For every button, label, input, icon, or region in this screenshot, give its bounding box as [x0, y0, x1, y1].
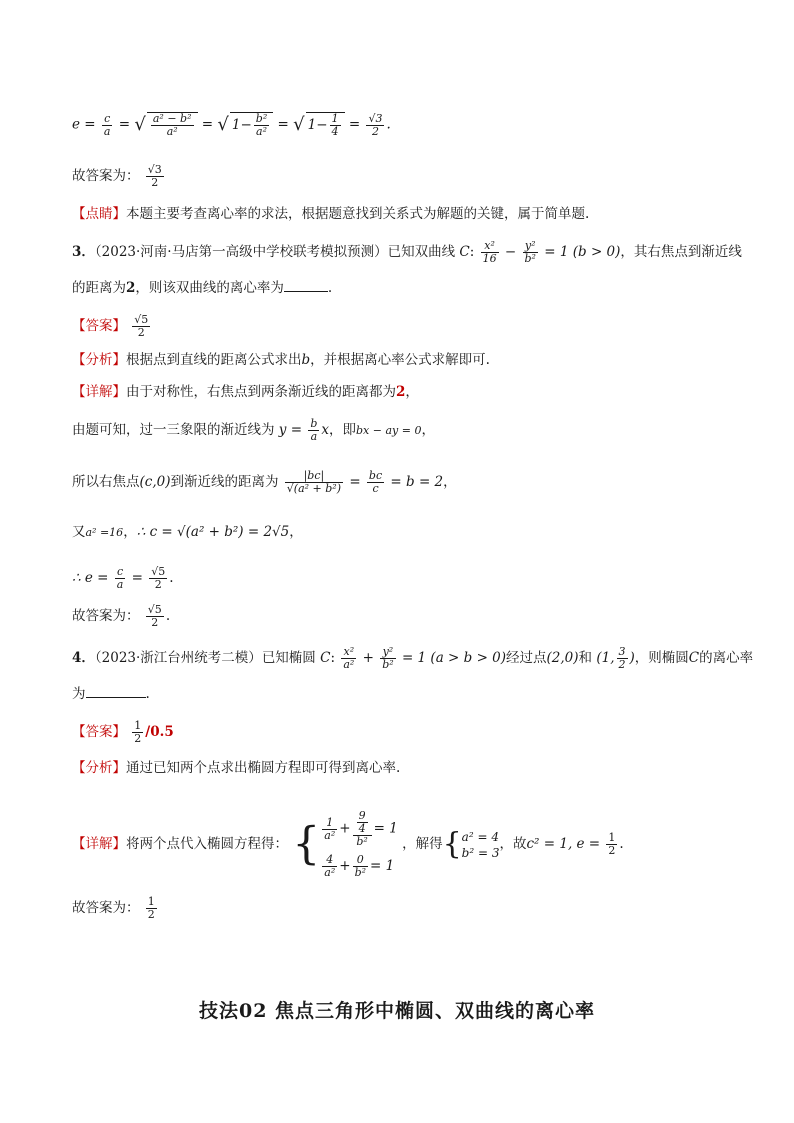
- stem-text: 已知双曲线: [387, 244, 456, 260]
- sqrt-body: [230, 112, 273, 138]
- question-source: （2023·浙江台州统考二模）: [94, 650, 262, 666]
- numerator: x²: [341, 646, 356, 659]
- analysis-text: 通过已知两个点求出椭圆方程即可得到离心率.: [126, 760, 401, 776]
- denominator: a: [310, 430, 318, 443]
- answer-tag: 【答案】: [72, 318, 126, 334]
- sqrt-body: [306, 112, 345, 138]
- var-e: e: [72, 116, 80, 133]
- numerator: b²: [255, 112, 268, 125]
- distance-result: = b = 2: [390, 474, 444, 490]
- point-note: [72, 204, 589, 224]
- numerator: x²: [481, 240, 499, 253]
- detail-text: 所以右焦点: [72, 474, 140, 490]
- equals: =: [118, 116, 131, 133]
- q3-analysis: [72, 350, 490, 370]
- var-C: C: [459, 244, 470, 260]
- denominator: a²: [256, 125, 267, 138]
- stem-text: ，则椭圆: [634, 650, 689, 666]
- denominator: 2: [147, 908, 155, 921]
- point-2-x: 1,: [601, 650, 615, 666]
- equals-one: = 1: [373, 820, 398, 837]
- solution-a2: a² = 4: [461, 829, 499, 844]
- detail-text: ，故: [499, 836, 527, 852]
- numerator: 1: [134, 719, 142, 732]
- denominator: a²: [324, 828, 336, 842]
- stem-text: 的离心率: [699, 650, 754, 666]
- solution-system: [462, 829, 500, 861]
- denominator: 2: [618, 658, 626, 671]
- denominator: 2: [371, 124, 379, 138]
- one-minus: 1−: [307, 117, 328, 133]
- frac-0-b2: [353, 854, 368, 879]
- asymptote-equation: bx − ay = 0: [356, 424, 422, 437]
- distance-value: 2: [396, 384, 406, 400]
- analysis-tag: 【分析】: [72, 760, 126, 776]
- therefore-e: ∴ e =: [72, 570, 109, 586]
- frac-sqrt5-2: [149, 566, 167, 591]
- q3-detail-1: [72, 382, 419, 402]
- frac-y2-b2: [380, 646, 395, 671]
- equals: =: [201, 116, 214, 133]
- frac-4-a2: [322, 854, 337, 879]
- denominator: 2: [154, 578, 162, 591]
- brace-icon: {: [442, 826, 462, 862]
- equation-rhs: = 1 (a > b > 0): [401, 650, 507, 666]
- system-row-1: [320, 810, 397, 848]
- frac-b-a: [308, 418, 319, 443]
- numerator: [353, 810, 372, 836]
- period: .: [169, 570, 174, 586]
- numerator: a² − b²: [152, 112, 192, 125]
- numerator: √5: [134, 313, 149, 326]
- q3-stem: 3．（2023·河南·马店第一高级中学校联考模拟预测）已知双曲线 C: $\frac{\text{x²}}{16}$ − $\frac{\text{y²}}{\text{b²}}$ = 1 (b > 0)，其右焦点到渐近线: [72, 239, 742, 265]
- numerator: √3: [368, 111, 383, 125]
- numerator: c: [115, 566, 126, 579]
- numerator: 3: [618, 645, 626, 658]
- q4-stem-line2: [72, 684, 150, 704]
- question-source: （2023·河南·马店第一高级中学校联考模拟预测）: [94, 244, 388, 260]
- radical-icon: √: [293, 114, 305, 135]
- denominator: b²: [356, 835, 368, 848]
- denominator: √(a² + b²): [286, 482, 342, 495]
- equals: =: [349, 474, 361, 490]
- stem-text: 的距离为: [72, 280, 126, 296]
- question-number: 4．: [72, 650, 95, 666]
- denominator: 2: [137, 326, 145, 339]
- answer-line: [72, 164, 166, 189]
- numerator: y²: [380, 646, 395, 659]
- equals-one: = 1: [370, 858, 395, 874]
- numerator: y²: [523, 240, 538, 253]
- detail-text: 到渐近线的距离为: [170, 474, 279, 490]
- equation-rhs: = 1 (b > 0): [544, 244, 621, 260]
- colon: :: [469, 244, 475, 260]
- denominator: b²: [354, 866, 367, 879]
- frac-1-a2: [322, 817, 337, 842]
- q4-analysis: [72, 758, 400, 778]
- period: .: [619, 836, 624, 852]
- detail-text: 由题可知，过一三象限的渐近线为: [72, 422, 275, 438]
- frac-1-4: [330, 113, 341, 138]
- frac-c-over-a: [102, 113, 113, 138]
- sqrt-body: [147, 112, 198, 138]
- q3-detail-5: [72, 566, 174, 591]
- var-x: x: [321, 422, 329, 438]
- plus: +: [339, 820, 351, 837]
- equals: =: [348, 116, 361, 133]
- analysis-text: ，并根据离心率公式求解即可.: [310, 352, 490, 368]
- answer-blank: [284, 279, 328, 292]
- detail-text: ，解得: [402, 836, 443, 852]
- denominator: b²: [524, 252, 536, 265]
- numerator: |bc|: [285, 470, 343, 483]
- numerator: 1: [147, 895, 155, 908]
- equals: =: [84, 116, 96, 133]
- q3-detail-6: [72, 604, 170, 629]
- denominator: 4: [358, 822, 366, 835]
- numerator: √3: [147, 163, 162, 176]
- answer-fraction: [132, 720, 143, 745]
- numerator: b: [310, 417, 318, 430]
- point-2: (1, $\frac{3}{2}$ ): [596, 645, 635, 671]
- numerator: bc: [368, 469, 383, 482]
- plus: +: [339, 858, 351, 874]
- detail-text: 由于对称性，右焦点到两条渐近线的距离都为: [126, 384, 396, 400]
- numerator: √5: [151, 565, 166, 578]
- q3-detail-3: [72, 470, 457, 495]
- frac-1-2: [606, 832, 617, 857]
- comma: ，: [289, 524, 303, 540]
- frac-sqrt3-2: [366, 113, 384, 138]
- frac-a2-b2: [151, 113, 194, 138]
- numerator: 1: [331, 112, 339, 125]
- denominator: 2: [151, 616, 159, 629]
- denominator: a²: [166, 125, 178, 138]
- result-expression: c² = 1, e =: [526, 836, 601, 852]
- detail-text: 将两个点代入椭圆方程得：: [126, 836, 288, 852]
- answer-blank: [86, 685, 146, 698]
- stem-text: ，则该双曲线的离心率为: [135, 280, 284, 296]
- stem-text: ，其右焦点到渐近线: [620, 244, 742, 260]
- frac-3-2: [617, 646, 628, 671]
- solution-b2: b² = 3: [461, 845, 500, 860]
- period: .: [386, 116, 391, 133]
- denominator: 2: [151, 176, 159, 189]
- stem-text: 已知椭圆: [261, 650, 316, 666]
- numerator: 1: [322, 817, 337, 830]
- answer-tag: 【答案】: [72, 724, 126, 740]
- answer-line: [72, 896, 159, 921]
- comma: ，: [421, 422, 435, 438]
- q4-answer: [72, 720, 174, 745]
- denominator: 4: [331, 125, 339, 138]
- answer-fraction: [132, 314, 150, 339]
- eccentricity-formula: [72, 112, 391, 138]
- frac-b2-a2: [254, 113, 269, 138]
- denominator: 16: [482, 252, 497, 265]
- note-tag: 【点睛】: [72, 206, 126, 222]
- brace-icon: {: [292, 818, 321, 870]
- denominator: 2: [608, 844, 616, 857]
- section-heading: 技法02 焦点三角形中椭圆、双曲线的离心率: [198, 1000, 596, 1022]
- stem-text: 为: [72, 686, 86, 702]
- numerator: √5: [147, 603, 162, 616]
- stem-text: 和: [578, 650, 593, 666]
- denominator: a: [103, 124, 111, 138]
- detail-tag: 【详解】: [72, 384, 126, 400]
- comma: ，: [123, 524, 137, 540]
- frac-x2-16: [481, 240, 499, 265]
- system-row-2: [320, 854, 397, 879]
- plus: +: [362, 650, 374, 666]
- frac-9-4: [357, 810, 368, 835]
- numerator: 9: [358, 809, 366, 822]
- c-value: ∴ c = √(a² + b²) = 2√5: [136, 524, 290, 540]
- answer-fraction: [146, 164, 164, 189]
- answer-label: 故答案为：: [72, 168, 140, 184]
- period: .: [327, 280, 333, 296]
- period: .: [145, 686, 150, 702]
- numerator: 1: [608, 831, 616, 844]
- numerator: 0: [353, 854, 368, 867]
- var-C: C: [320, 650, 331, 666]
- q3-stem-line2: [72, 278, 332, 298]
- answer-fraction: [146, 896, 157, 921]
- a-squared-value: a² =16: [85, 526, 124, 539]
- stem-text: 经过点: [506, 650, 547, 666]
- denominator: 2: [134, 732, 142, 745]
- denominator: a²: [343, 658, 355, 671]
- frac-c-a: [115, 566, 126, 591]
- denominator: b²: [382, 658, 394, 671]
- equation-system: [320, 810, 397, 879]
- alt-answer: /0.5: [145, 724, 174, 740]
- numerator: 4: [322, 854, 337, 867]
- comma: ，: [405, 384, 419, 400]
- numerator: c: [102, 113, 113, 126]
- distance-value: 2: [126, 280, 136, 296]
- frac-nine-fourths-b2: [353, 810, 372, 848]
- frac-x2-a2: [341, 646, 356, 671]
- focus-point: (c,0): [139, 474, 171, 490]
- note-text: 本题主要考查离心率的求法，根据题意找到关系式为解题的关键，属于简单题.: [126, 206, 590, 222]
- distance-fraction: [285, 470, 343, 495]
- one-minus: 1−: [231, 117, 252, 133]
- radical-icon: √: [134, 114, 146, 135]
- denominator: c: [372, 482, 379, 495]
- detail-text: ，即: [329, 422, 356, 438]
- frac-bc-c: [367, 470, 384, 495]
- comma: ，: [443, 474, 457, 490]
- period: .: [165, 608, 171, 624]
- radical-icon: √: [217, 114, 229, 135]
- detail-tag: 【详解】: [72, 836, 126, 852]
- question-number: 3．: [72, 244, 95, 260]
- asymptote-lhs: y =: [278, 422, 303, 438]
- q4-stem: [72, 646, 753, 671]
- answer-fraction: [146, 604, 164, 629]
- analysis-text: 根据点到直线的距离公式求出: [126, 352, 302, 368]
- q3-answer: [72, 314, 152, 339]
- answer-label: 故答案为：: [72, 608, 140, 624]
- var-C: C: [688, 650, 700, 666]
- equals: =: [277, 116, 289, 133]
- q3-detail-4: [72, 522, 303, 543]
- q4-detail: [72, 810, 624, 879]
- frac-y2-b2: [523, 240, 538, 265]
- var-b: b: [301, 352, 311, 368]
- point-1: (2,0): [546, 650, 579, 666]
- answer-label: 故答案为：: [72, 900, 140, 916]
- denominator: a: [116, 578, 124, 591]
- analysis-tag: 【分析】: [72, 352, 126, 368]
- detail-text: 又: [72, 524, 86, 540]
- denominator: a²: [324, 866, 336, 879]
- colon: :: [330, 650, 336, 666]
- q3-detail-2: [72, 418, 435, 443]
- equals: =: [131, 570, 143, 586]
